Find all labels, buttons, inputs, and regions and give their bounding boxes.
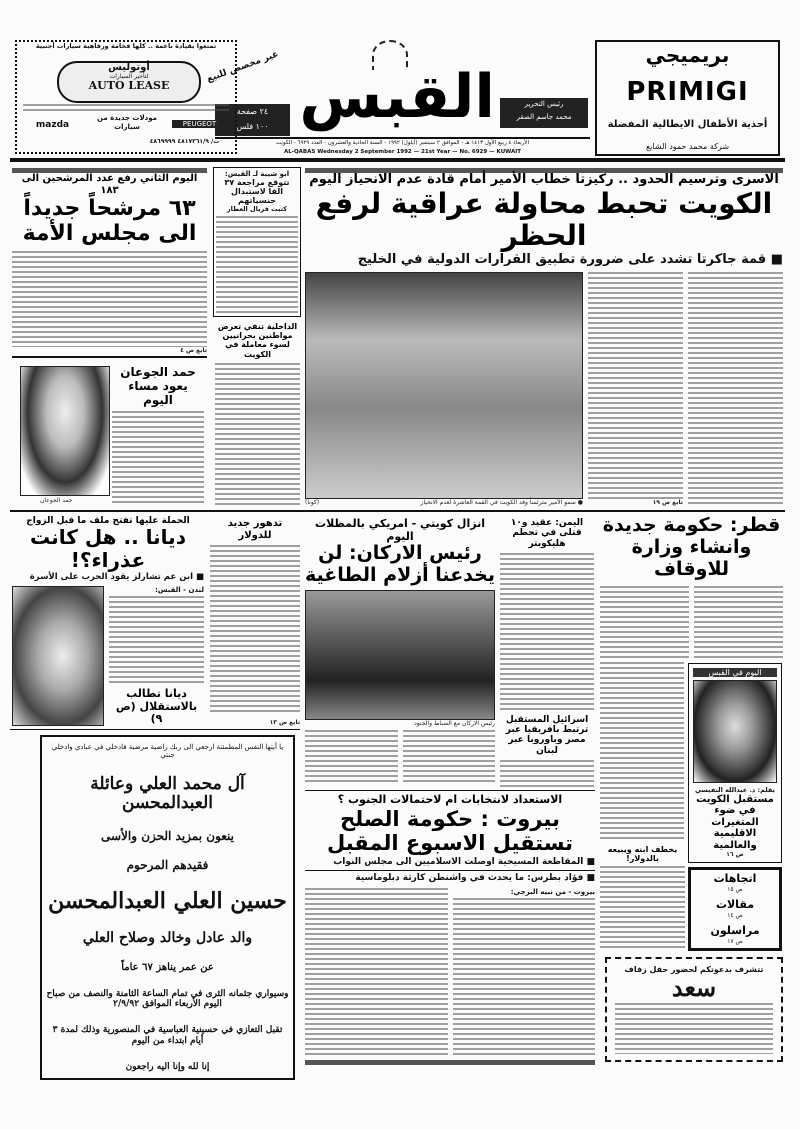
kidnap-headline: يخطف ابنه ويبيعه بالدولار! bbox=[607, 845, 678, 864]
beirut-sub1: ■ المقاطعة المسيحية اوصلت الاسلاميين الى مجلس النواب bbox=[333, 856, 595, 867]
diana-story bbox=[12, 516, 204, 726]
autolease-name: AUTO LEASE bbox=[88, 78, 170, 92]
page-count: ٢٤ صفحة bbox=[236, 107, 269, 116]
editor-box bbox=[500, 98, 588, 128]
diana-independence-headline: ديانا تطالب بالاستقلال (ص ٩) bbox=[115, 687, 198, 726]
column-page: ص ١٦ bbox=[726, 851, 744, 858]
dollar-headline: تدهور جديد للدولار bbox=[227, 518, 283, 541]
obituary-condolence: تقبل التعازي في حسينية العباسية في المنصورية وذلك لمدة ٣ أيام ابتداء من اليوم bbox=[52, 1025, 283, 1046]
primigi-brand: PRIMIGI bbox=[626, 76, 749, 107]
box-byline: كتبت فريال العطار bbox=[226, 205, 288, 213]
date-line-arabic: الأربعاء ٤ ربيع الأول ١٤١٣ هـ - الموافق ٢ سبتمبر (أيلول) ١٩٩٢ - السنة الحادية والعشرون - العدد ٦٩٢٩ - الكويت bbox=[276, 140, 529, 146]
diana-kicker: الحملة عليها تفتح ملف ما قبل الزواج bbox=[26, 516, 190, 526]
columnist-byline: بقلم: د. عبدالله النفيسي bbox=[694, 785, 776, 794]
not-for-sale-stamp: غير مخصص للبيع bbox=[205, 49, 280, 85]
beirut-dateline: بيروت - من نبيه البرجي: bbox=[510, 887, 595, 896]
autolease-tagline: تمتعوا بقيادة ناعمة .. كلها فخامة ورفاهية سيارات أجنبية bbox=[35, 42, 217, 50]
wedding-name: سعد bbox=[671, 973, 717, 1002]
autolease-ad bbox=[15, 40, 237, 154]
obituary-relatives: والد عادل وخالد وصلاح العلي bbox=[82, 929, 253, 946]
newspaper-logo: القبس bbox=[299, 62, 495, 132]
nationality-box bbox=[213, 167, 301, 317]
beirut-story bbox=[305, 790, 595, 1065]
peugeot-logo: PEUGEOT bbox=[172, 120, 227, 128]
date-line-english: AL-QABAS Wednesday 2 September 1992 — 21st Year — No. 6929 — KUWAIT bbox=[283, 149, 522, 155]
wedding-title: تتشرف بدعوتكم لحضور حفل زفاف bbox=[624, 965, 764, 974]
column-headline: مستقبل الكويت في ضوء المتغيرات الاقليمية والعالمية bbox=[696, 793, 774, 851]
index-item[interactable]: مقالات ص ١٤ bbox=[715, 898, 755, 919]
primigi-company: شركة محمد حمود الشايع bbox=[645, 142, 730, 152]
today-in-qabas-box bbox=[688, 663, 782, 863]
obituary-funeral: وسيواري جثمانه الثرى في تمام الساعة الثامنة والنصف من صباح اليوم الأربعاء الموافق ٢/٩/٩٢ bbox=[46, 988, 289, 1010]
summit-photo bbox=[305, 272, 583, 499]
elections-continued: تابع ص ٤ bbox=[180, 347, 207, 354]
obituary-age: عن عمر يناهز ٦٧ عاماً bbox=[121, 961, 214, 973]
beirut-sub2: ■ فؤاد بطرس: ما يحدث في واشنطن كارثة دبلوماسية bbox=[355, 872, 595, 883]
landing-headline: رئيس الاركان: لن يخدعنا أزلام الطاغية bbox=[305, 542, 495, 587]
editor-label: رئيس التحرير bbox=[524, 100, 564, 108]
jouan-headline: حمد الجوعان يعود مساء اليوم bbox=[120, 365, 196, 407]
beirut-headline: بيروت : حكومة الصلح تستقيل الاسبوع المقبل bbox=[326, 806, 574, 855]
obituary-notice bbox=[40, 735, 295, 1080]
diana-dateline: لندن - القبس: bbox=[155, 585, 204, 594]
qatar-story bbox=[600, 515, 783, 658]
elections-headline: ٦٣ مرشحاً جديداً الى مجلس الأمة bbox=[22, 196, 197, 247]
elections-story bbox=[12, 168, 207, 358]
box-kicker: ابو شيبة لـ القبس: bbox=[224, 170, 290, 178]
obituary-name: حسين العلي العبدالمحسن bbox=[48, 887, 287, 914]
elections-kicker: اليوم الثاني رفع عدد المرشحين الى ١٨٣ bbox=[21, 173, 198, 196]
yemen-headline: اليمن: عقيد و١٠ قتلى في تحطم هليكوبتر bbox=[510, 518, 584, 549]
lead-story bbox=[305, 168, 783, 506]
index-item[interactable]: مراسلون ص ١٧ bbox=[710, 924, 760, 945]
diana-headline: ديانا .. هل كانت عذراء؟! bbox=[30, 525, 186, 573]
diana-photo bbox=[12, 586, 104, 726]
editor-name: محمد جاسم الصقر bbox=[516, 113, 572, 121]
obituary-closing: إنا لله وإنا اليه راجعون bbox=[125, 1061, 210, 1072]
primigi-arabic-brand: بريميجي bbox=[645, 43, 730, 67]
diana-subheadline: ■ ابن عم تشارلز يقود الحرب على الأسرة bbox=[29, 572, 204, 583]
lead-sub-text: قمة جاكرتا تشدد على ضرورة تطبيق القرارات الدولية في الخليج bbox=[357, 252, 767, 268]
jouan-photo bbox=[20, 366, 110, 496]
price: ١٠٠ فلس bbox=[236, 122, 269, 131]
primigi-tagline: أحذية الأطفال الايطالية المفضلة bbox=[607, 118, 768, 130]
mazda-logo: mazda bbox=[35, 120, 70, 130]
qatar-headline: قطر: حكومة جديدة وانشاء وزارة للاوقاف bbox=[602, 514, 781, 580]
autolease-sub: لتأجير السيارات bbox=[109, 72, 149, 80]
jouan-caption: حمد الجوعان bbox=[40, 497, 73, 504]
primigi-ad bbox=[595, 40, 780, 156]
dollar-story bbox=[210, 518, 300, 726]
landing-story bbox=[305, 518, 495, 785]
columnist-photo bbox=[693, 680, 777, 783]
israel-headline: اسرائيل المستقبل ترتبط بافريقيا عبر مصر وباوروبا عبر لبنان bbox=[505, 714, 589, 756]
today-label: اليوم في القبس bbox=[693, 668, 777, 677]
lead-continued: تابع ص ١٩ bbox=[652, 499, 683, 506]
quran-verse: يا أيتها النفس المطمئنة ارجعي الى ربك راضية مرضية فادخلي في عبادي وادخلي جنتي bbox=[51, 743, 284, 760]
beirut-kicker: الاستعداد لانتخابات ام لاحتمالات الجنوب ؟ bbox=[337, 793, 563, 806]
dollar-continued: تابع ص ١٣ bbox=[269, 719, 300, 726]
wedding-invitation-ad bbox=[605, 957, 783, 1062]
autolease-phone: ت/ ٤٨١٧٣٦١/٩ ٤٨٦٩٩٩٩ bbox=[149, 138, 220, 145]
autolease-offer: مودلات جديدة من سيارات bbox=[97, 114, 157, 131]
lead-subheadline: ■ قمة جاكرتا تشدد على ضرورة تطبيق القرارات الدولية في الخليج bbox=[357, 252, 783, 268]
box-title: تتوقع مراجعة ٣٧ الفا لاستبدال جنسياتهم bbox=[224, 178, 290, 205]
index-item[interactable]: اتجاهات ص ١٥ bbox=[713, 872, 757, 893]
obituary-mourn: ينعون بمزيد الحزن والأسى bbox=[100, 828, 235, 843]
interior-denial-headline: الداخلية تنفي تعرض مواطنين بحرانيين لسوء معاملة في الكويت bbox=[217, 322, 298, 359]
lead-headline: الكويت تحبط محاولة عراقية لرفع الحظر bbox=[315, 186, 773, 253]
lead-photo-caption: ● سمو الأمير مترئساً وفد الكويت في القمة العاشرة لعدم الانحياز (كونا) bbox=[305, 499, 583, 506]
landing-kicker: انزال كويتي - امريكي بالمظلات اليوم bbox=[315, 517, 485, 543]
obituary-family: آل محمد العلي وعائلة العبدالمحسن bbox=[90, 773, 245, 814]
autolease-arabic: أوتوليس bbox=[108, 62, 150, 73]
lead-kicker: الاسرى وترسيم الحدود .. ركيزتا خطاب الأمير أمام قادة عدم الانحياز اليوم bbox=[309, 172, 779, 187]
index-box bbox=[688, 867, 782, 951]
soldiers-photo bbox=[305, 590, 495, 720]
yemen-story bbox=[500, 518, 594, 788]
soldiers-caption: رئيس الاركان مع الضباط والجنود bbox=[414, 720, 495, 727]
obituary-deceased-label: فقيدهم المرحوم bbox=[126, 858, 209, 873]
